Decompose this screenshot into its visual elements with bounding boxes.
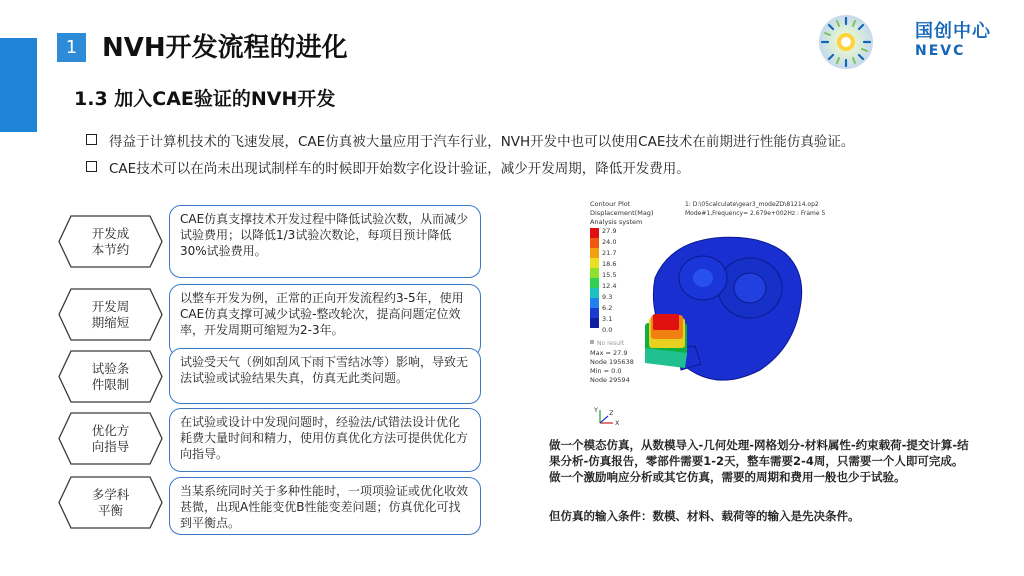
svg-text:12.4: 12.4	[602, 282, 617, 290]
contour-mode-info: Mode#1,Frequency= 2.679e+002Hz : Frame 5	[685, 210, 826, 217]
benefit-label-multidiscipline: 多学科 平衡	[57, 475, 164, 530]
benefit-desc-cost: CAE仿真支撑技术开发过程中降低试验次数，从而减少试验费用；以降低1/3试验次数论，每项目预计降低30%试验费用。	[169, 205, 481, 278]
contour-legend-values	[602, 227, 616, 334]
svg-text:3.1: 3.1	[602, 315, 613, 323]
caption-process: 做一个模态仿真，从数模导入-几何处理-网格划分-材料属性-约束载荷-提交计算-结果分析-仿真报告，零部件需要1-2天，整车需要2-4周，只需要一个人即可完成。做一个激励响应分析或其它仿真，需要的周期和费用一般也少于试验。	[549, 438, 969, 484]
bullet-item: CAE技术可以在尚未出现试制样车的时候即开始数字化设计验证，减少开发周期，降低开发费用。	[86, 157, 690, 177]
section-number: 1	[57, 33, 86, 62]
benefit-desc-optimization: 在试验或设计中发现问题时，经验法/试错法设计优化耗费大量时间和精力，使用仿真优化方法可提供优化方向指导。	[169, 408, 481, 472]
svg-text:21.7: 21.7	[602, 249, 617, 257]
benefit-label-cycle: 开发周 期缩短	[57, 287, 164, 342]
contour-file-info: 1: D:\05calculate\gear3_modeZD\81214.op2	[685, 201, 819, 208]
svg-text:6.2: 6.2	[602, 304, 613, 312]
logo-chinese-text: 国创中心	[915, 21, 991, 42]
benefit-desc-test-limit: 试验受天气（例如刮风下雨下雪结冰等）影响，导致无法试验或试验结果失真，仿真无此类问题。	[169, 348, 481, 404]
svg-text:Y: Y	[594, 406, 598, 414]
contour-subtitle: Displacement(Mag)	[590, 209, 654, 217]
benefit-label-cost: 开发成 本节约	[57, 214, 164, 269]
caption-precondition: 但仿真的输入条件：数模、材料、载荷等的输入是先决条件。	[549, 509, 860, 523]
svg-text:Z: Z	[609, 409, 614, 417]
svg-text:0.0: 0.0	[602, 326, 613, 334]
contour-analysis: Analysis system	[590, 218, 643, 226]
svg-text:27.9: 27.9	[602, 227, 617, 235]
gearbox-model-icon	[645, 237, 802, 380]
svg-text:X: X	[615, 419, 620, 427]
benefit-label-optimization: 优化方 向指导	[57, 411, 164, 466]
square-bullet-icon	[86, 134, 97, 145]
square-bullet-icon	[86, 161, 97, 172]
left-accent-bar	[0, 38, 37, 132]
contour-title: Contour Plot	[590, 200, 631, 208]
fea-contour-plot	[585, 198, 905, 433]
section-subtitle: 1.3 加入CAE验证的NVH开发	[74, 88, 336, 110]
bullet-item: 得益于计算机技术的飞速发展，CAE仿真被大量应用于汽车行业，NVH开发中也可以使用CAE技术在前期进行性能仿真验证。	[86, 130, 854, 150]
page-title: NVH开发流程的进化	[102, 33, 348, 63]
max-node-label: Node 195638	[590, 358, 634, 366]
no-result-label: No result	[597, 340, 625, 347]
min-node-label: Node 29594	[590, 376, 630, 384]
svg-text:24.0: 24.0	[602, 238, 617, 246]
contour-legend-bar	[590, 228, 599, 328]
svg-text:9.3: 9.3	[602, 293, 613, 301]
max-value-label: Max = 27.9	[590, 349, 628, 357]
benefit-label-test-limit: 试验条 件限制	[57, 349, 164, 404]
svg-text:15.5: 15.5	[602, 271, 617, 279]
benefit-desc-cycle: 以整车开发为例，正常的正向开发流程约3-5年，使用CAE仿真支撑可减少试验-整改轮次，提高问题定位效率，开发周期可缩短为2-3年。	[169, 284, 481, 357]
min-value-label: Min = 0.0	[590, 367, 622, 375]
logo-english-text: NEVC	[915, 43, 966, 59]
benefit-desc-multidiscipline: 当某系统同时关于多种性能时，一项项验证或优化收效甚微，出现A性能变优B性能变差问题；仿真优化可找到平衡点。	[169, 477, 481, 535]
svg-text:18.6: 18.6	[602, 260, 617, 268]
